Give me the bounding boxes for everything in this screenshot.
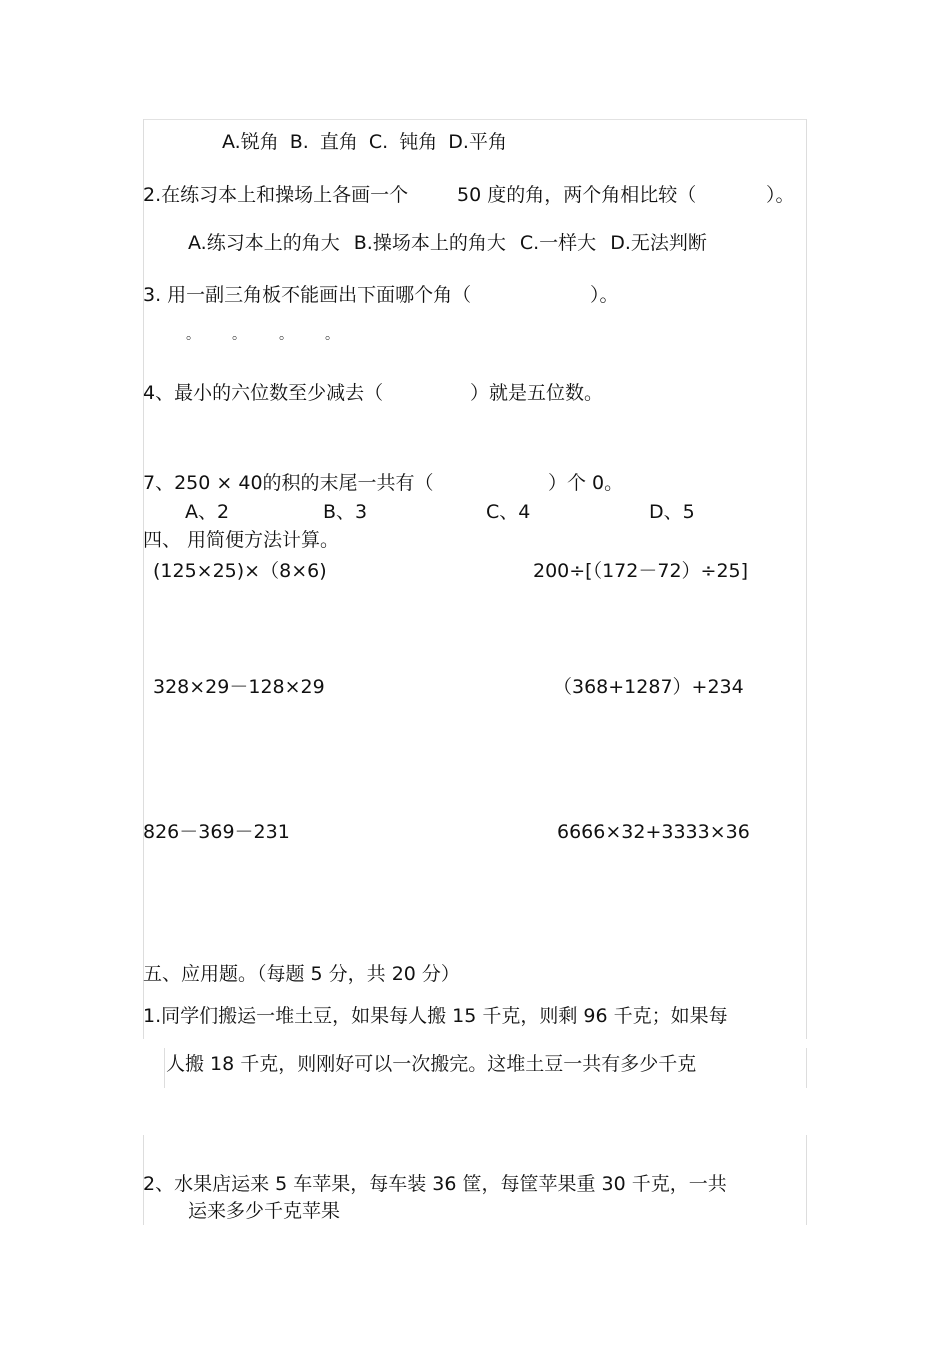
frame-left-line-lower	[164, 1048, 165, 1088]
q3-mark-1: 。	[186, 327, 200, 343]
q3-mark-4: 。	[325, 327, 339, 343]
q7-end: ）个 0。	[548, 472, 624, 494]
calc-problem-5: 826－369－231	[143, 821, 290, 843]
frame-left-line	[143, 119, 144, 1039]
q3-mark-3: 。	[279, 327, 293, 343]
word-problem-1-line1: 1.同学们搬运一堆土豆，如果每人搬 15 千克，则剩 96 千克；如果每	[143, 1005, 728, 1027]
frame-top-line	[143, 119, 807, 120]
q7-text: 7、250 × 40的积的末尾一共有（	[143, 472, 434, 494]
q4-text: 4、最小的六位数至少减去（	[143, 382, 384, 404]
q1-options: A.锐角 B. 直角 C. 钝角 D.平角	[222, 131, 507, 153]
word-problem-2-line1: 2、水果店运来 5 车苹果，每车装 36 筐，每筐苹果重 30 千克，一共	[143, 1173, 727, 1195]
q2-text-num: 50 度的角，两个角相比较（	[457, 184, 697, 206]
section5-title: 五、应用题。（每题 5 分，共 20 分）	[143, 963, 460, 985]
q3-text: 3. 用一副三角板不能画出下面哪个角（	[143, 284, 472, 306]
word-problem-1-line2: 人搬 18 千克，则刚好可以一次搬完。这堆土豆一共有多少千克	[166, 1053, 697, 1075]
frame-right-line-lower	[806, 1048, 807, 1088]
q7-option-a: A、2	[185, 501, 230, 523]
calc-problem-1: (125×25)×（8×6)	[153, 560, 327, 582]
calc-problem-2: 200÷[（172－72）÷25]	[533, 560, 749, 582]
q7-option-b: B、3	[323, 501, 368, 523]
q2-options: A.练习本上的角大 B.操场本上的角大 C.一样大 D.无法判断	[188, 232, 707, 254]
frame-right-line	[806, 119, 807, 1039]
frame-right-line-bottom	[806, 1135, 807, 1225]
calc-problem-4: （368+1287）+234	[553, 676, 744, 698]
word-problem-2-line2: 运来多少千克苹果	[188, 1200, 341, 1222]
q4-end: ）就是五位数。	[470, 382, 604, 404]
calc-problem-3: 328×29－128×29	[153, 676, 325, 698]
q2-text: 2.在练习本上和操场上各画一个	[143, 184, 409, 206]
calc-problem-6: 6666×32+3333×36	[557, 821, 750, 843]
section4-title: 四、 用简便方法计算。	[143, 529, 340, 551]
q3-mark-2: 。	[232, 327, 246, 343]
q3-end: ）。	[590, 284, 619, 306]
q7-option-d: D、5	[649, 501, 695, 523]
q2-end: ）。	[766, 184, 795, 206]
q7-option-c: C、4	[486, 501, 531, 523]
